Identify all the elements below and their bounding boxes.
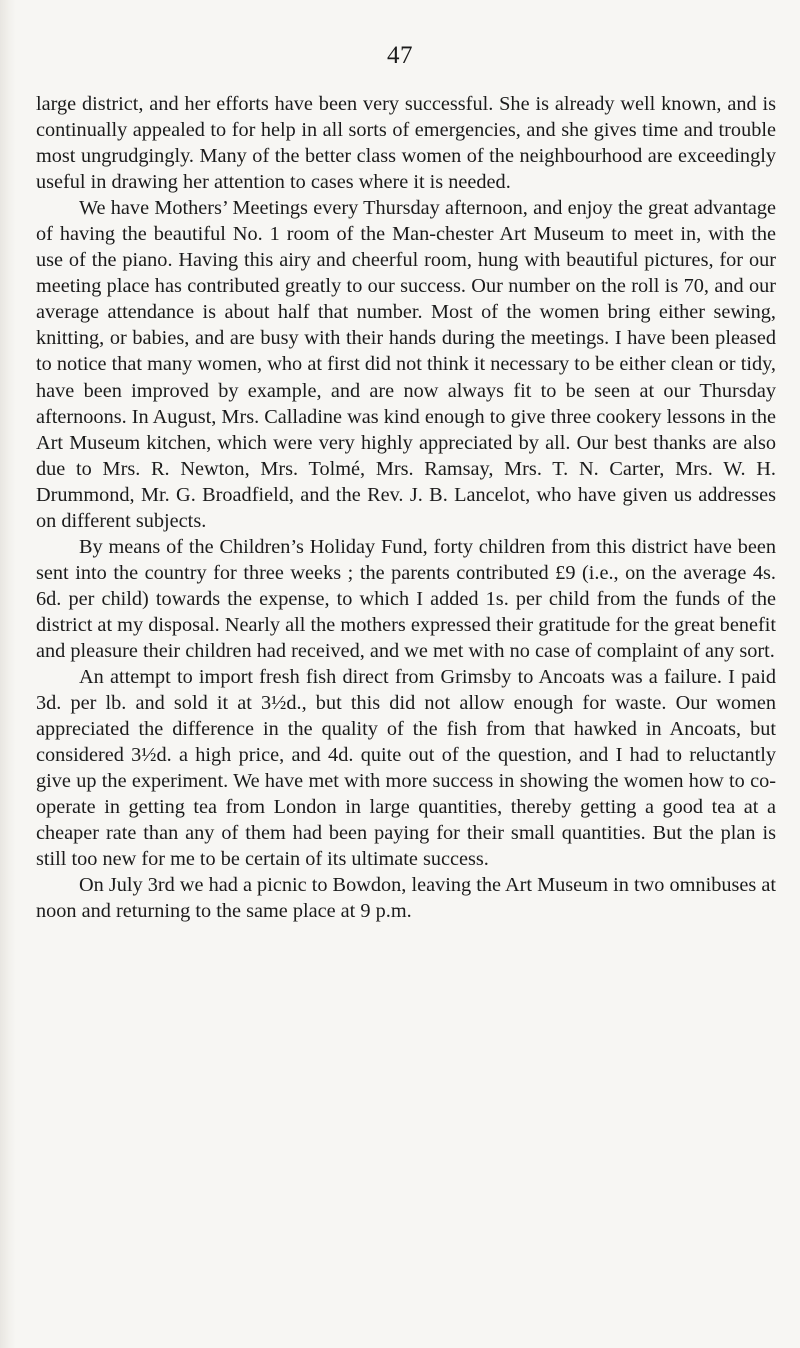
page-number: 47: [387, 42, 413, 69]
paragraph-fish-and-tea: An attempt to import fresh fish direct from Grimsby to Ancoats was a failure. I paid 3d. per lb. and sold it at 3½d., but this did not allow enough for waste. Our women appreciated the difference in the quality of the fish from that hawked in Ancoats, but considered 3½d. a high price, and 4d. quite out of the question, and I had to reluctantly give up the experiment. We have met with more success in showing the women how to co-operate in getting tea from London in large quantities, thereby getting a good tea at a cheaper rate than any of them had been paying for their small quantities. But the plan is still too new for me to be certain of its ultimate success.: [36, 666, 776, 871]
paragraph-picnic: On July 3rd we had a picnic to Bowdon, leaving the Art Museum in two omnibuses at noon and returning to the same place at 9 p.m.: [36, 874, 776, 923]
paragraph-mothers-meetings: We have Mothers’ Meetings every Thursday afternoon, and enjoy the great advantage of having the beautiful No. 1 room of the Man-chester Art Museum to meet in, with the use of the piano. Having this airy and cheerful room, hung with beautiful pictures, for our meeting place has contributed greatly to our success. Our number on the roll is 70, and our average attendance is about half that number. Most of the women bring either sewing, knitting, or babies, and are busy with their hands during the meetings. I have been pleased to notice that many women, who at first did not think it necessary to be either clean or tidy, have been improved by example, and are now always fit to be seen at our Thursday afternoons. In August, Mrs. Calladine was kind enough to give three cookery lessons in the Art Museum kitchen, which were very highly appreciated by all. Our best thanks are also due to Mrs. R. Newton, Mrs. Tolmé, Mrs. Ramsay, Mrs. T. N. Carter, Mrs. W. H. Drummond, Mr. G. Broadfield, and the Rev. J. B. Lancelot, who have given us addresses on different subjects.: [36, 197, 776, 532]
binding-gutter: [0, 0, 16, 1348]
paragraph-continued: large district, and her efforts have been very successful. She is already well known, and is continually appealed to for help in all sorts of emergencies, and she gives time and trouble most ungrudgingly. Many of the better class women of the neighbourhood are exceedingly useful in drawing her attention to cases where it is needed.: [36, 93, 776, 194]
body-text: [36, 91, 776, 925]
paragraph-childrens-holiday-fund: By means of the Children’s Holiday Fund, forty children from this district have been sent into the country for three weeks ; the parents contributed £9 (i.e., on the average 4s. 6d. per child) towards the expense, to which I added 1s. per child from the funds of the district at my disposal. Nearly all the mothers expressed their gratitude for the great benefit and pleasure their children had received, and we met with no case of complaint of any sort.: [36, 535, 776, 662]
